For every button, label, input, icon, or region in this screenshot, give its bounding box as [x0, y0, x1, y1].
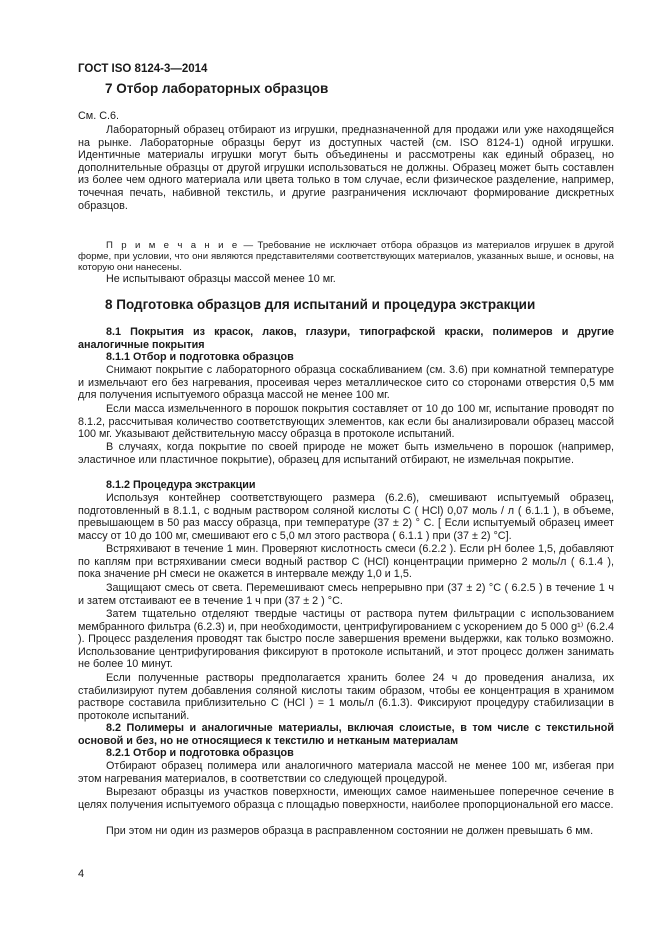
page-number: 4	[78, 868, 85, 880]
subsection-8-1-1-paragraph-2: Если масса измельченного в порошок покрытия составляет от 10 до 100 мг, испытание проводят по 8.1.2, рассчитывая количество соответствующих элементов, как если бы анализировали образец массой 100 мг. Указывают действительную массу образца в протоколе испытаний.	[78, 403, 614, 441]
section-7-note	[78, 240, 614, 274]
section-7-paragraph: Лабораторный образец отбирают из игрушки, предназначенной для продажи или уже находящейся на рынке. Лабораторные образцы берут из доступных частей (см. ISO 8124-1) одной игрушки. Идентичные материалы игрушки могут быть объединены и рассмотрены как единый образец, но дополнительные образцы от другой игрушки использоваться не должны. Образец может быть составлен из более чем одного материала или цвета только в том случае, если физическое разделение, например, точечная печать, набивной текстиль, и другие разграничения исключают формирование дискретных образцов.	[78, 124, 614, 212]
section-7-mass-limit: Не испытывают образцы массой менее 10 мг.	[106, 273, 336, 285]
subsection-8-1-heading: 8.1 Покрытия из красок, лаков, глазури, типографской краски, полимеров и другие аналогичные покрытия	[78, 326, 614, 351]
note-text: — Требование не исключает отбора образцов из материалов игрушек в другой форме, при условии, что они являются представителями соответствующих материалов, указанных выше, и основы, на которую они нанесены.	[78, 240, 614, 274]
section-8-heading: 8 Подготовка образцов для испытаний и процедура экстракции	[105, 297, 536, 312]
note-label: П р и м е ч а н и е	[106, 240, 240, 251]
subsection-8-1-2-paragraph-3: Защищают смесь от света. Перемешивают смесь непрерывно при (37 ± 2) °С ( 6.2.5 ) в течение 1 ч и затем отстаивают ее в течение 1 ч при (37 ± 2 ) °С.	[78, 582, 614, 607]
subsection-8-2-1-paragraph-3: При этом ни один из размеров образца в расправленном состоянии не должен превышать 6 мм.	[106, 825, 594, 837]
subsection-8-1-2-paragraph-1: Используя контейнер соответствующего размера (6.2.6), смешивают испытуемый образец, подготовленный в 8.1.1, с водным раствором соляной кислоты C ( HCl) 0,07 моль / л ( 6.1.1 ), в объеме, превышающем в 50 раз массу образца, при температуре (37 ± 2) ° С. [ Если испытуемый образец имеет массу от 10 до 100 мг, смешивают его с 5,0 мл этого раствора ( 6.1.1 ) при (37 ± 2) °С].	[78, 492, 614, 542]
subsection-8-1-1-heading: 8.1.1 Отбор и подготовка образцов	[106, 351, 294, 363]
subsection-8-1-1-paragraph-3: В случаях, когда покрытие по своей природе не может быть измельчено в порошок (например, эластичное или пластичное покрытие), образец для испытаний отбирают, не измельчая покрытие.	[78, 441, 614, 466]
subsection-8-1-1-paragraph-1: Снимают покрытие с лабораторного образца соскабливанием (см. 3.6) при комнатной температуре и измельчают его без нагревания, просеивая через металлическое сито со сторонами отверстия 0,5 мм для получения испытуемого образца массой не менее 100 мг.	[78, 364, 614, 402]
section-7-heading: 7 Отбор лабораторных образцов	[105, 81, 329, 96]
subsection-8-2-1-heading: 8.2.1 Отбор и подготовка образцов	[106, 747, 294, 759]
subsection-8-2-1-paragraph-2: Вырезают образцы из участков поверхности, имеющих самое наименьшее поперечное сечение в целях получения испытуемого образца с площадью поверхности, наиболее пропорциональной его массе.	[78, 786, 614, 811]
subsection-8-1-2-paragraph-5: Если полученные растворы предполагается хранить более 24 ч до проведения анализа, их стабилизируют путем добавления соляной кислоты таким образом, чтобы ее концентрация в хранимом растворе составила приблизительно C (HCl ) = 1 моль/л (6.1.3). Фиксируют процедуру стабилизации в протоколе испытаний.	[78, 672, 614, 722]
document-header-code: ГОСТ ISO 8124-3—2014	[78, 63, 208, 75]
section-7-see-reference: См. С.6.	[78, 110, 120, 122]
subsection-8-1-2-heading: 8.1.2 Процедура экстракции	[106, 479, 256, 491]
subsection-8-2-1-paragraph-1: Отбирают образец полимера или аналогичного материала массой не менее 100 мг, избегая при этом нагревания материалов, в соответствии со следующей процедурой.	[78, 760, 614, 785]
subsection-8-1-2-paragraph-2: Встряхивают в течение 1 мин. Проверяют кислотность смеси (6.2.2 ). Если рН более 1,5, добавляют по каплям при встряхивании смеси водный раствор C (HCl) концентрации примерно 2 моль/л ( 6.1.4 ), пока значение рН смеси не окажется в интервале между 1,0 и 1,5.	[78, 543, 614, 581]
subsection-8-1-2-paragraph-4: Затем тщательно отделяют твердые частицы от раствора путем фильтрации с использованием мембранного фильтра (6.2.3) и, при необходимости, центрифугированием с ускорением до 5 000 g¹⁾ (6.2.4 ). Процесс разделения проводят так быстро после завершения времени выдержки, как только возможно. Использование центрифугирования фиксируют в протоколе испытаний, и этот процесс должен занимать не более 10 минут.	[78, 608, 614, 671]
subsection-8-2-heading: 8.2 Полимеры и аналогичные материалы, включая слоистые, в том числе с текстильной основой и без, но не относящиеся к текстилю и нетканым материалам	[78, 722, 614, 747]
